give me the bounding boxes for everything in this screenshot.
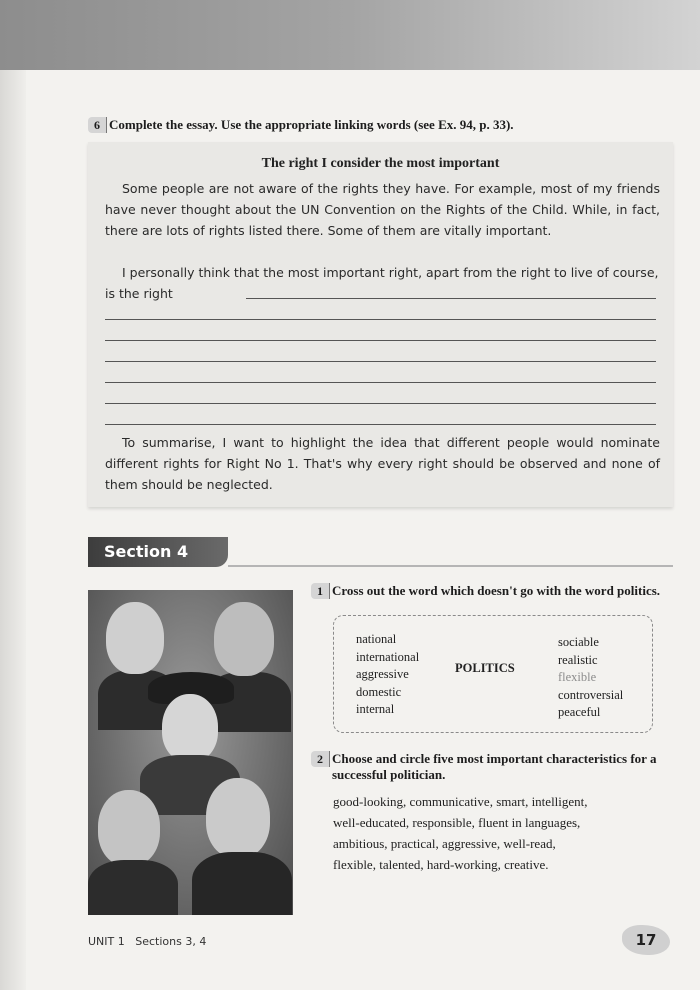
paragraph-text: Some people are not aware of the rights they have. For example, most of my friends have never thought about the UN Convention on the Rights of the Child. While, in fact, there are lots of rights listed there. Some of them are vitally important. — [105, 181, 660, 238]
exercise-instruction: Cross out the word which doesn't go with the word politics. — [332, 583, 661, 598]
word-option[interactable]: realistic — [558, 652, 598, 667]
exercise-number-badge: 1 — [311, 583, 330, 599]
word-option[interactable]: sociable — [558, 635, 599, 649]
word-option[interactable]: aggressive — [356, 667, 409, 681]
characteristics-line[interactable]: good-looking, communicative, smart, intelligent, — [333, 794, 588, 809]
left-word-list — [356, 631, 419, 719]
exercise-instruction: Choose and circle five most important characteristics for a successful politician. — [332, 751, 657, 782]
characteristics-line[interactable]: ambitious, practical, aggressive, well-read, — [333, 836, 556, 851]
writing-line[interactable] — [105, 382, 656, 383]
exercise-2-heading — [311, 751, 661, 783]
essay-panel — [88, 142, 673, 507]
characteristics-line[interactable]: flexible, talented, hard-working, creative. — [333, 857, 549, 872]
unit-name: UNIT 1 — [88, 935, 125, 948]
word-option[interactable]: domestic — [356, 684, 402, 699]
exercise-number-badge: 2 — [311, 751, 330, 767]
top-color-band — [0, 0, 700, 70]
right-word-list — [558, 634, 623, 722]
section-divider — [228, 565, 673, 567]
page-gutter-shadow — [0, 70, 26, 990]
essay-title: The right I consider the most important — [261, 156, 500, 171]
writing-line[interactable] — [105, 340, 656, 341]
exercise-6-heading — [88, 117, 514, 133]
writing-line[interactable] — [105, 424, 656, 425]
characteristics-line[interactable]: well-educated, responsible, fluent in languages, — [333, 815, 581, 830]
writing-line[interactable] — [105, 361, 656, 362]
politics-center-word: POLITICS — [455, 661, 515, 675]
exercise-number-badge: 6 — [88, 117, 107, 133]
unit-sections: Sections 3, 4 — [135, 935, 207, 948]
paragraph-text: I personally think that the most important right, apart from the right to live of course, is the right — [105, 265, 659, 301]
essay-paragraph-3 — [105, 432, 660, 495]
word-cloud-box — [333, 615, 653, 733]
politicians-photo-collage — [88, 590, 293, 915]
word-option[interactable]: international — [356, 649, 420, 664]
word-option[interactable]: peaceful — [558, 705, 601, 719]
writing-line[interactable] — [105, 403, 656, 404]
footer-unit-label — [88, 935, 206, 948]
exercise-1-heading — [311, 583, 660, 599]
writing-line[interactable] — [105, 319, 656, 320]
exercise-instruction: Complete the essay. Use the appropriate linking words (see Ex. 94, p. 33). — [109, 117, 514, 132]
characteristics-list — [333, 791, 643, 875]
paragraph-text: To summarise, I want to highlight the idea that different people would nominate different rights for Right No 1. That's why every right should be observed and none of them should be neglected. — [105, 435, 660, 492]
word-option[interactable]: national — [356, 632, 397, 646]
word-option[interactable]: internal — [356, 702, 395, 716]
word-option[interactable]: controversial — [558, 687, 624, 702]
page-number: 17 — [622, 925, 670, 955]
writing-line[interactable] — [246, 298, 656, 299]
section-heading: Section 4 — [88, 537, 228, 567]
word-option[interactable]: flexible — [558, 670, 597, 684]
essay-paragraph-1 — [105, 178, 660, 241]
